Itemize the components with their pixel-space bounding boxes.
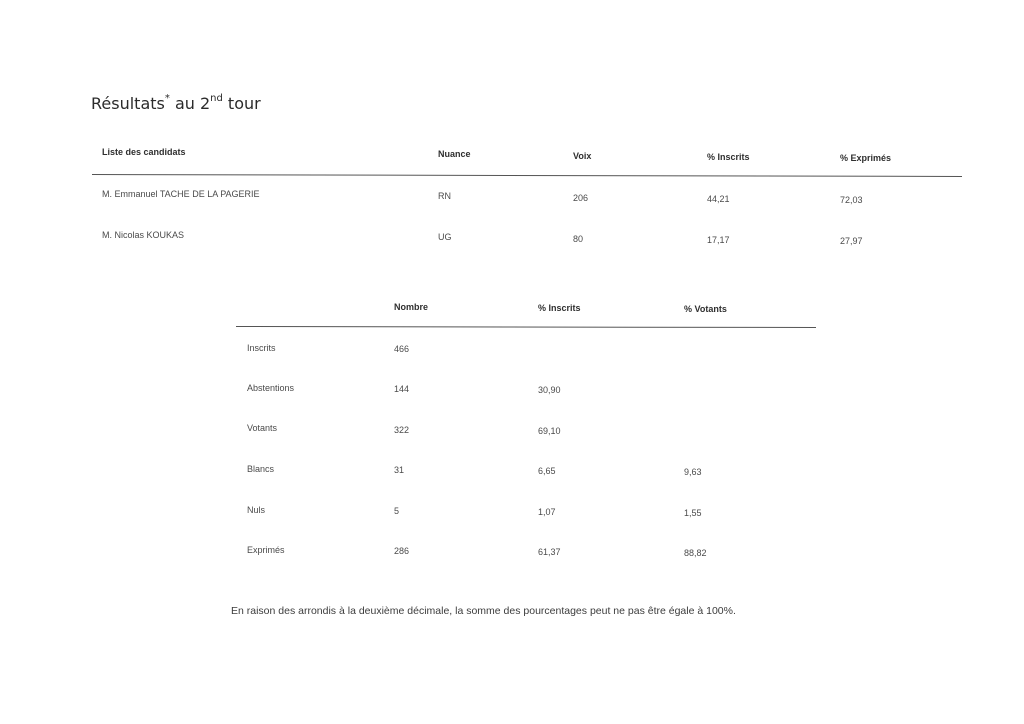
table-cell: 61,37 [538, 547, 561, 557]
table-cell: 6,65 [538, 466, 556, 476]
table-cell: Blancs [247, 464, 275, 474]
table-cell: 27,97 [840, 236, 863, 246]
col-header-votants: % Votants [684, 304, 727, 314]
title-superscript: nd [210, 92, 223, 104]
candidates-header-rule [92, 174, 962, 177]
table-cell: Nuls [247, 505, 266, 515]
table-cell: RN [438, 191, 451, 201]
table-cell: 17,17 [707, 235, 730, 245]
table-cell: Abstentions [247, 383, 295, 393]
title-main: Résultats [91, 94, 165, 113]
title-asterisk: * [164, 92, 170, 104]
table-cell: Votants [247, 423, 278, 433]
table-cell: Inscrits [247, 343, 276, 353]
table-cell: 206 [573, 193, 589, 203]
table-cell: 31 [394, 465, 405, 475]
title-tail: tour [222, 94, 261, 113]
table-cell: 5 [394, 506, 400, 516]
col-header-candidates: Liste des candidats [102, 147, 186, 157]
table-cell: 69,10 [538, 426, 561, 436]
footnote: En raison des arrondis à la deuxième décimale, la somme des pourcentages peut ne pas être égale à 100%. [231, 605, 736, 617]
table-cell: 72,03 [840, 195, 863, 205]
col-header-voix: Voix [573, 151, 592, 161]
table-cell: 144 [394, 384, 410, 394]
table-cell: 88,82 [684, 548, 707, 558]
table-cell: M. Emmanuel TACHE DE LA PAGERIE [102, 189, 260, 199]
stats-header-rule [236, 326, 816, 328]
table-cell: 466 [394, 344, 410, 354]
col-header-inscrits: % Inscrits [707, 152, 750, 162]
col-header-nombre: Nombre [394, 302, 429, 312]
page-title [91, 94, 261, 113]
table-cell: UG [438, 232, 452, 242]
table-cell: 30,90 [538, 385, 561, 395]
table-cell: 322 [394, 425, 410, 435]
col-header-exprimes: % Exprimés [840, 153, 892, 163]
table-cell: 286 [394, 546, 410, 556]
table-cell: 44,21 [707, 194, 730, 204]
col-header-inscrits: % Inscrits [538, 303, 581, 313]
table-cell: 1,07 [538, 507, 556, 517]
table-cell: 1,55 [684, 508, 702, 518]
table-cell: M. Nicolas KOUKAS [102, 230, 185, 240]
title-middle: au 2 [169, 94, 211, 113]
table-cell: 80 [573, 234, 584, 244]
table-cell: 9,63 [684, 467, 702, 477]
col-header-nuance: Nuance [438, 149, 471, 159]
table-cell: Exprimés [247, 545, 285, 555]
